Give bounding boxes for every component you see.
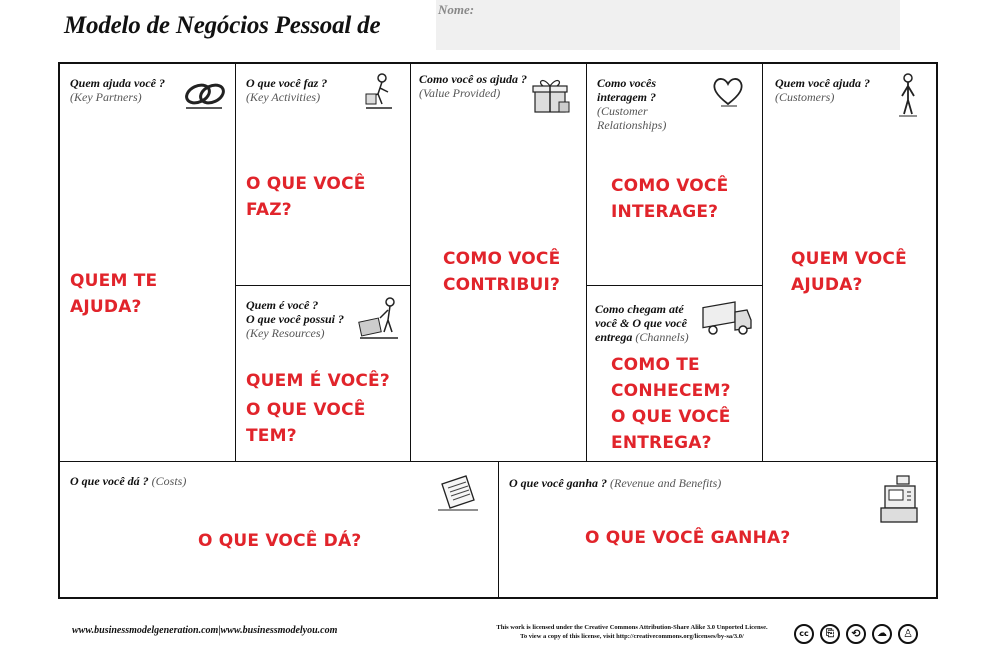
cc-share-icon: ☁ bbox=[872, 624, 892, 644]
key-activities-question: O que você faz ? bbox=[246, 76, 328, 90]
customers-answer bbox=[791, 246, 907, 298]
key-activities-subtitle: (Key Activities) bbox=[246, 90, 321, 104]
channels-answer-line: ENTREGA? bbox=[611, 433, 712, 453]
cc-copy-icon: ⎘ bbox=[820, 624, 840, 644]
gift-box-icon bbox=[529, 74, 573, 118]
worker-icon bbox=[364, 72, 394, 112]
cc-remix-icon: ⟲ bbox=[846, 624, 866, 644]
customers-question: Quem você ajuda ? bbox=[775, 76, 870, 90]
revenue-block[interactable] bbox=[499, 461, 936, 597]
license-line-2[interactable]: To view a copy of this license, visit http://creativecommons.org/licenses/by-sa/3.0/ bbox=[520, 633, 744, 640]
footer-websites[interactable]: www.businessmodelgeneration.com|www.businessmodelyou.com bbox=[72, 625, 338, 636]
key-activities-header bbox=[246, 76, 327, 104]
channels-question-2: você & O que você bbox=[595, 316, 687, 330]
worker-cart-icon bbox=[358, 296, 400, 342]
heart-icon bbox=[711, 76, 745, 108]
channels-question-1: Como chegam até bbox=[595, 302, 684, 316]
name-field[interactable] bbox=[436, 0, 900, 50]
revenue-answer-line: O QUE VOCÊ GANHA? bbox=[585, 528, 791, 548]
channels-answer-line: COMO TE bbox=[611, 355, 700, 375]
value-provided-answer bbox=[443, 246, 560, 298]
key-activities-answer bbox=[246, 171, 410, 223]
channels-header bbox=[595, 302, 689, 344]
key-resources-question-1: Quem é você ? bbox=[246, 298, 319, 312]
business-model-canvas bbox=[58, 62, 938, 599]
customer-relationships-answer-line: COMO VOCÊ bbox=[611, 176, 729, 196]
key-resources-header bbox=[246, 298, 344, 340]
revenue-question: O que você ganha ? bbox=[509, 476, 607, 490]
name-label: Nome: bbox=[438, 2, 475, 17]
channels-answer bbox=[611, 352, 731, 456]
customer-relationships-answer-line: INTERAGE? bbox=[611, 202, 719, 222]
license-line-1: This work is licensed under the Creative Commons Attribution-Share Alike 3.0 Unported License. bbox=[496, 624, 768, 631]
value-provided-subtitle: (Value Provided) bbox=[419, 86, 501, 100]
key-resources-subtitle: (Key Resources) bbox=[246, 326, 325, 340]
customers-header bbox=[775, 76, 870, 104]
customer-relationships-answer bbox=[611, 173, 728, 225]
key-partners-header bbox=[70, 76, 165, 104]
key-partners-answer bbox=[70, 268, 235, 320]
key-resources-answer-line: QUEM É VOCÊ? bbox=[246, 371, 390, 391]
key-resources-block[interactable] bbox=[236, 286, 411, 461]
customers-block[interactable] bbox=[763, 64, 936, 461]
revenue-answer bbox=[585, 525, 790, 551]
channels-question-3: entrega bbox=[595, 330, 633, 344]
value-provided-question: Como você os ajuda ? bbox=[419, 72, 527, 86]
key-activities-answer-line: O QUE VOCÊ FAZ? bbox=[246, 174, 366, 220]
key-activities-block[interactable] bbox=[236, 64, 411, 286]
revenue-subtitle: (Revenue and Benefits) bbox=[610, 476, 722, 490]
customer-relationships-block[interactable] bbox=[587, 64, 763, 286]
customers-subtitle: (Customers) bbox=[775, 90, 835, 104]
key-resources-answer-line: O QUE VOCÊ TEM? bbox=[246, 400, 366, 446]
value-provided-answer-line: CONTRIBUI? bbox=[443, 275, 561, 295]
customer-relationships-question-2: interagem ? bbox=[597, 90, 656, 104]
customer-relationships-question-1: Como vocês bbox=[597, 76, 656, 90]
key-resources-question-2: O que você possui ? bbox=[246, 312, 344, 326]
key-partners-answer-line: QUEM TE AJUDA? bbox=[70, 271, 158, 317]
cc-attribution-icon: ♙ bbox=[898, 624, 918, 644]
costs-question: O que você dá ? bbox=[70, 474, 149, 488]
chain-links-icon bbox=[182, 76, 228, 112]
revenue-header bbox=[509, 476, 721, 490]
channels-subtitle: (Channels) bbox=[635, 330, 689, 344]
costs-header bbox=[70, 474, 186, 488]
customers-answer-line: QUEM VOCÊ bbox=[791, 249, 907, 269]
channels-answer-line: O QUE VOCÊ bbox=[611, 407, 731, 427]
customer-relationships-subtitle-1: (Customer bbox=[597, 104, 648, 118]
customers-answer-line: AJUDA? bbox=[791, 275, 863, 295]
customer-relationships-subtitle-2: Relationships) bbox=[597, 118, 667, 132]
costs-answer-line: O QUE VOCÊ DÁ? bbox=[198, 531, 362, 551]
cash-register-icon bbox=[877, 472, 921, 528]
page-title: Modelo de Negócios Pessoal de bbox=[64, 12, 381, 39]
footer-license bbox=[472, 623, 792, 641]
value-provided-answer-line: COMO VOCÊ bbox=[443, 249, 561, 269]
costs-answer bbox=[198, 528, 361, 554]
key-partners-subtitle: (Key Partners) bbox=[70, 90, 142, 104]
costs-subtitle: (Costs) bbox=[151, 474, 187, 488]
key-partners-block[interactable] bbox=[60, 64, 236, 461]
truck-icon bbox=[701, 300, 753, 340]
receipt-icon bbox=[436, 472, 480, 512]
value-provided-block[interactable] bbox=[411, 64, 587, 461]
costs-block[interactable] bbox=[60, 461, 499, 597]
customer-relationships-header bbox=[597, 76, 666, 132]
cc-icon: cc bbox=[794, 624, 814, 644]
channels-block[interactable] bbox=[587, 286, 763, 461]
channels-answer-line: CONHECEM? bbox=[611, 381, 731, 401]
value-provided-header bbox=[419, 72, 527, 100]
key-resources-answer bbox=[246, 368, 410, 449]
person-icon bbox=[897, 72, 919, 118]
key-partners-question: Quem ajuda você ? bbox=[70, 76, 165, 90]
